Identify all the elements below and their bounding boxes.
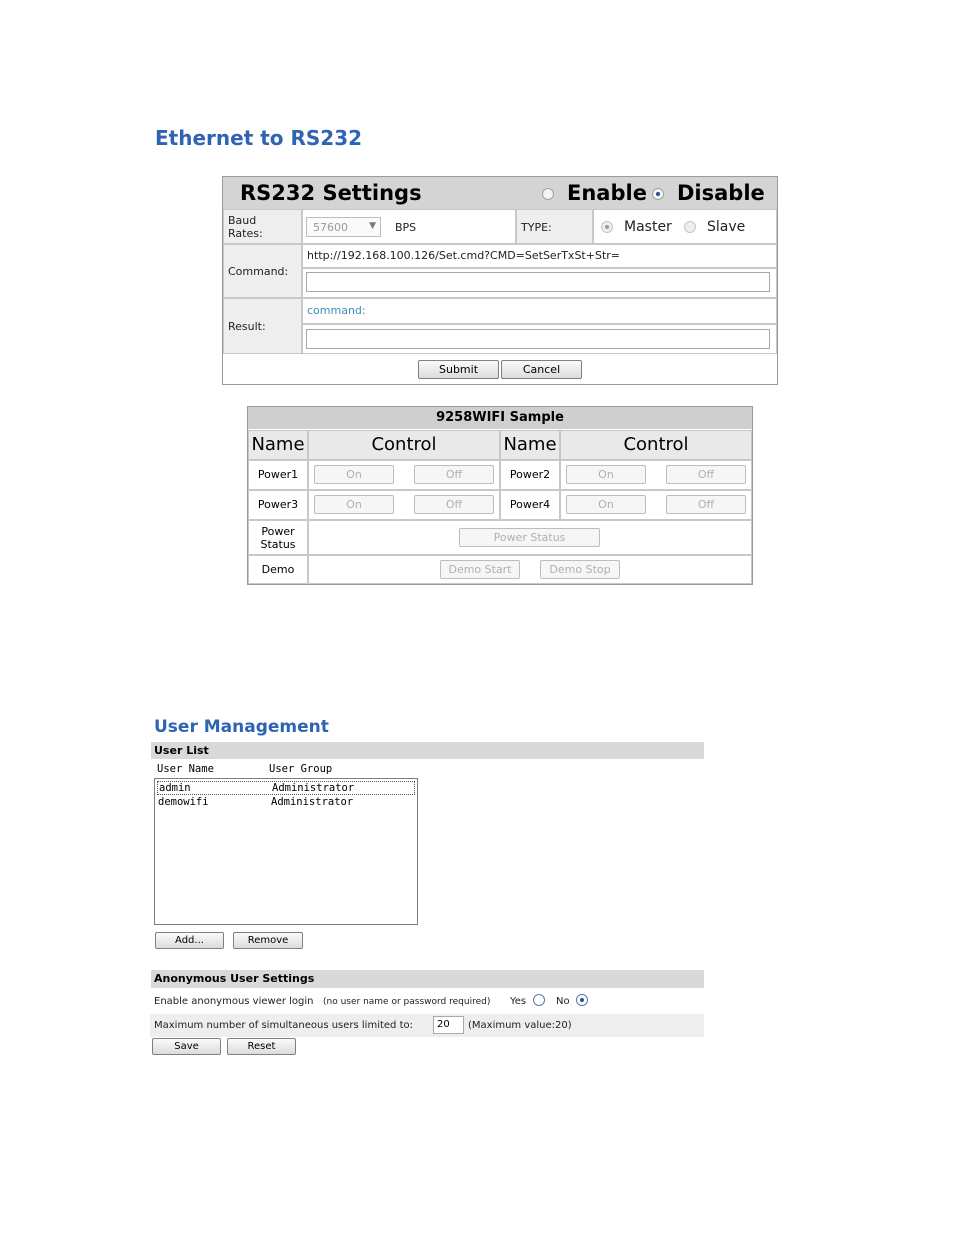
user-name-cell: demowifi [158, 796, 209, 808]
slave-radio[interactable] [684, 221, 696, 233]
result-label-cell [223, 298, 302, 354]
type-label: TYPE: [521, 221, 552, 234]
command-input[interactable] [306, 272, 770, 292]
col-name-1: Name [248, 430, 308, 460]
col-user-group: User Group [269, 763, 333, 775]
result-label: Result: [228, 320, 266, 333]
anon-yes-radio[interactable] [533, 994, 545, 1006]
baud-label: Baud Rates: [228, 214, 263, 240]
max-users-note: (Maximum value:20) [468, 1020, 572, 1031]
power-status-button[interactable]: Power Status [459, 528, 600, 547]
power4-label: Power4 [500, 490, 560, 520]
enable-radio[interactable] [542, 188, 554, 200]
anon-login-label: Enable anonymous viewer login [154, 996, 314, 1007]
power3-on-button[interactable]: On [314, 495, 394, 514]
save-button[interactable]: Save [152, 1038, 221, 1055]
submit-button[interactable]: Submit [418, 360, 499, 379]
bps-label: BPS [395, 221, 417, 234]
power2-on-button[interactable]: On [566, 465, 646, 484]
command-url: http://192.168.100.126/Set.cmd?CMD=SetSerTxSt+Str= [307, 249, 620, 262]
power3-off-button[interactable]: Off [414, 495, 494, 514]
master-radio[interactable] [601, 221, 613, 233]
power2-label: Power2 [500, 460, 560, 490]
user-listbox[interactable] [154, 778, 418, 925]
no-label: No [556, 996, 570, 1007]
power4-off-button[interactable]: Off [666, 495, 746, 514]
user-name-cell: admin [159, 782, 191, 794]
baud-rate-value: 57600 [313, 221, 348, 234]
yes-label: Yes [510, 996, 527, 1007]
col-control-1: Control [308, 430, 500, 460]
power3-label: Power3 [248, 490, 308, 520]
demo-stop-button[interactable]: Demo Stop [540, 560, 620, 579]
user-group-cell: Administrator [271, 796, 354, 808]
power4-on-button[interactable]: On [566, 495, 646, 514]
demo-start-button[interactable]: Demo Start [440, 560, 520, 579]
command-url-cell [302, 244, 777, 268]
chevron-down-icon: ▼ [369, 221, 376, 231]
baud-label-cell [223, 209, 302, 244]
result-prefix-cell [302, 298, 777, 324]
page-title-user-management: User Management [154, 717, 329, 737]
list-item[interactable] [157, 796, 415, 810]
reset-button[interactable]: Reset [227, 1038, 296, 1055]
col-control-2: Control [560, 430, 752, 460]
disable-radio[interactable] [652, 188, 664, 200]
power-status-label: Power Status [248, 520, 308, 555]
demo-controls [308, 555, 752, 584]
power2-off-button[interactable]: Off [666, 465, 746, 484]
user-list-bar: User List [151, 742, 704, 759]
type-label-cell [516, 209, 593, 244]
disable-label: Disable [677, 181, 765, 205]
power1-on-button[interactable]: On [314, 465, 394, 484]
power1-off-button[interactable]: Off [414, 465, 494, 484]
page-title-ethernet: Ethernet to RS232 [155, 126, 363, 150]
anon-login-note: (no user name or password required) [323, 997, 491, 1007]
result-output[interactable] [306, 329, 770, 349]
anon-no-radio[interactable] [576, 994, 588, 1006]
command-label: Command: [228, 265, 289, 278]
list-item-selected[interactable] [157, 781, 415, 795]
panel-title: RS232 Settings [240, 181, 422, 205]
panel-header [223, 177, 777, 210]
baud-rate-select[interactable] [306, 217, 381, 237]
col-name-2: Name [500, 430, 560, 460]
command-label-cell [223, 244, 302, 298]
power1-label: Power1 [248, 460, 308, 490]
max-users-label: Maximum number of simultaneous users limited to: [154, 1020, 413, 1031]
add-user-button[interactable]: Add... [155, 932, 224, 949]
col-user-name: User Name [157, 763, 214, 775]
anonymous-settings-bar: Anonymous User Settings [151, 970, 704, 988]
enable-label: Enable [567, 181, 647, 205]
result-prefix: command: [307, 304, 366, 317]
max-users-input[interactable]: 20 [433, 1016, 464, 1034]
cancel-button[interactable]: Cancel [501, 360, 582, 379]
remove-user-button[interactable]: Remove [233, 932, 303, 949]
slave-label: Slave [707, 219, 746, 235]
master-label: Master [624, 219, 672, 235]
demo-label: Demo [248, 555, 308, 584]
sample-title: 9258WIFI Sample [248, 407, 752, 429]
user-group-cell: Administrator [272, 782, 355, 794]
